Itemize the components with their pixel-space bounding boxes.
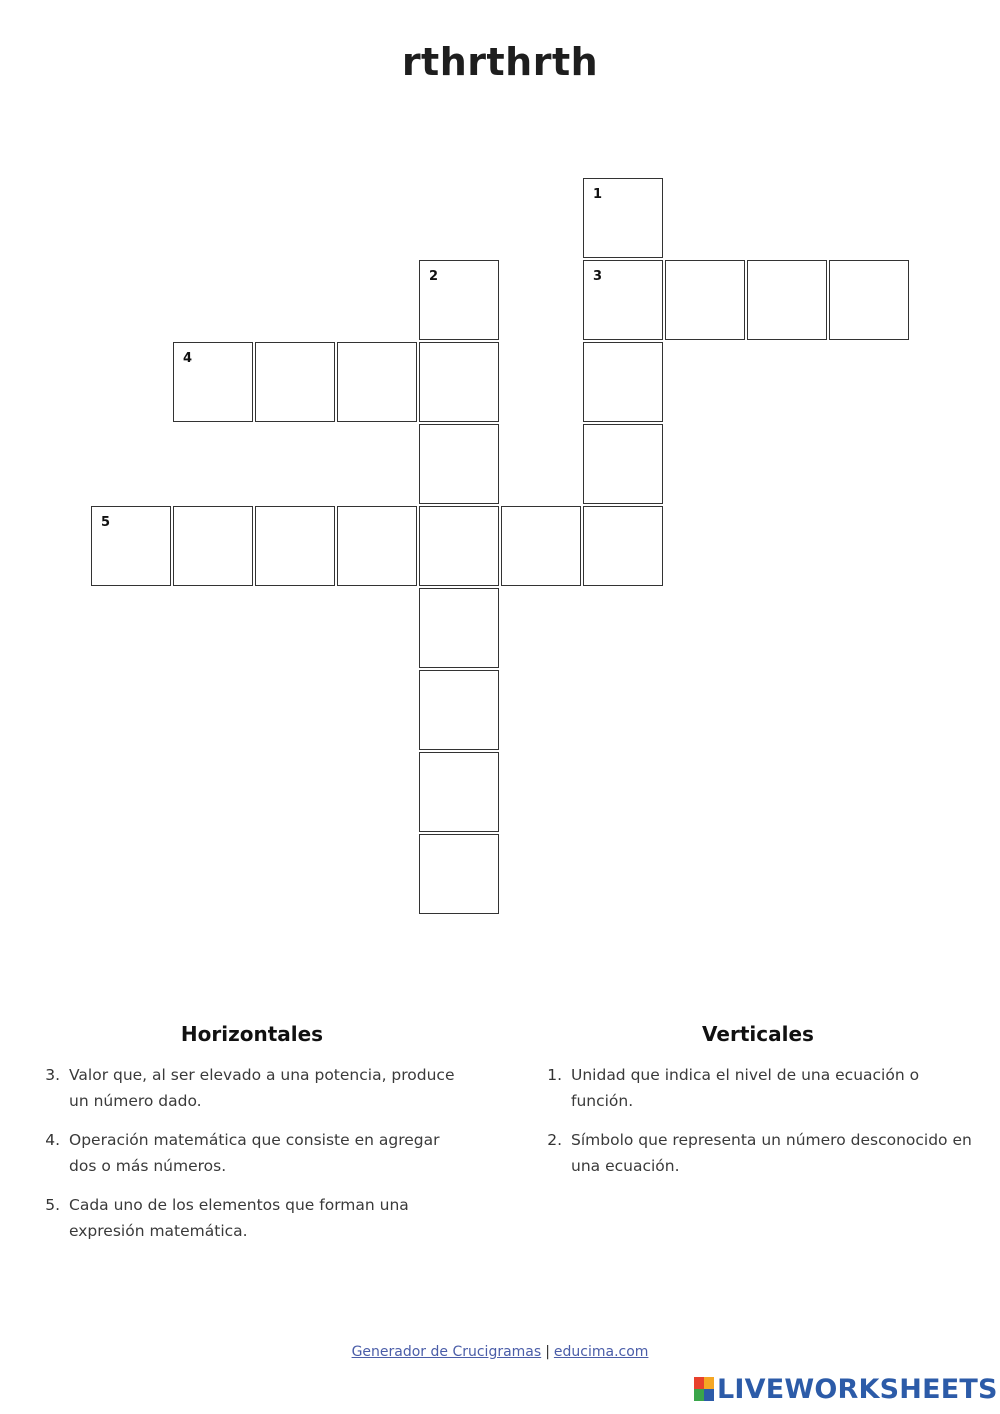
crossword-cell[interactable] <box>419 424 499 504</box>
clue-item <box>36 1062 468 1114</box>
crossword-cell[interactable] <box>829 260 909 340</box>
crossword-cell-3[interactable] <box>583 260 663 340</box>
brand-name: LIVEWORKSHEETS <box>717 1373 998 1405</box>
footer <box>0 1344 1000 1360</box>
clue-text: Símbolo que representa un número desconocido en una ecuación. <box>571 1131 972 1175</box>
crossword-cell[interactable] <box>337 506 417 586</box>
clue-text: Cada uno de los elementos que forman una expresión matemática. <box>69 1196 409 1240</box>
vertical-heading: Verticales <box>702 1022 814 1046</box>
crossword-cell[interactable] <box>501 506 581 586</box>
crossword-cell[interactable] <box>255 342 335 422</box>
crossword-cell[interactable] <box>419 752 499 832</box>
clue-item <box>36 1192 468 1244</box>
clue-number-2: 2 <box>429 269 439 284</box>
crossword-cell[interactable] <box>583 424 663 504</box>
clue-text: Operación matemática que consiste en agregar dos o más números. <box>69 1131 440 1175</box>
crossword-cell[interactable] <box>419 342 499 422</box>
clue-item <box>538 1127 978 1179</box>
crossword-cell[interactable] <box>337 342 417 422</box>
crossword-cell[interactable] <box>419 506 499 586</box>
clue-number-5: 5 <box>101 515 111 530</box>
clue-number-3: 3 <box>593 269 603 284</box>
clue-number: 4. <box>45 1131 60 1149</box>
crossword-cell[interactable] <box>419 588 499 668</box>
horizontal-clues <box>36 1022 468 1257</box>
crossword-cell-5[interactable] <box>91 506 171 586</box>
crossword-cell[interactable] <box>173 506 253 586</box>
liveworksheets-logo-icon <box>694 1377 714 1401</box>
vertical-clues <box>538 1022 978 1192</box>
clue-number-4: 4 <box>183 351 193 366</box>
crossword-cell[interactable] <box>583 342 663 422</box>
crossword-cell[interactable] <box>665 260 745 340</box>
clue-item <box>36 1127 468 1179</box>
crossword-cell-4[interactable] <box>173 342 253 422</box>
footer-separator: | <box>545 1344 550 1360</box>
crossword-cell[interactable] <box>419 834 499 914</box>
clue-text: Valor que, al ser elevado a una potencia, produce un número dado. <box>69 1066 455 1110</box>
clue-text: Unidad que indica el nivel de una ecuación o función. <box>571 1066 920 1110</box>
crossword-cell[interactable] <box>255 506 335 586</box>
clue-number: 2. <box>547 1131 562 1149</box>
crossword-cell-2[interactable] <box>419 260 499 340</box>
clue-number: 3. <box>45 1066 60 1084</box>
horizontal-heading: Horizontales <box>180 1022 324 1046</box>
clue-number: 5. <box>45 1196 60 1214</box>
liveworksheets-brand <box>694 1374 998 1404</box>
crossword-cell[interactable] <box>747 260 827 340</box>
generator-link[interactable]: Generador de Crucigramas <box>351 1344 542 1360</box>
clue-item <box>538 1062 978 1114</box>
clue-number-1: 1 <box>593 187 603 202</box>
crossword-cell-1[interactable] <box>583 178 663 258</box>
page-title: rthrthrth <box>401 40 599 84</box>
crossword-cell[interactable] <box>419 670 499 750</box>
crossword-cell[interactable] <box>583 506 663 586</box>
clue-number: 1. <box>547 1066 562 1084</box>
educima-link[interactable]: educima.com <box>553 1344 649 1360</box>
